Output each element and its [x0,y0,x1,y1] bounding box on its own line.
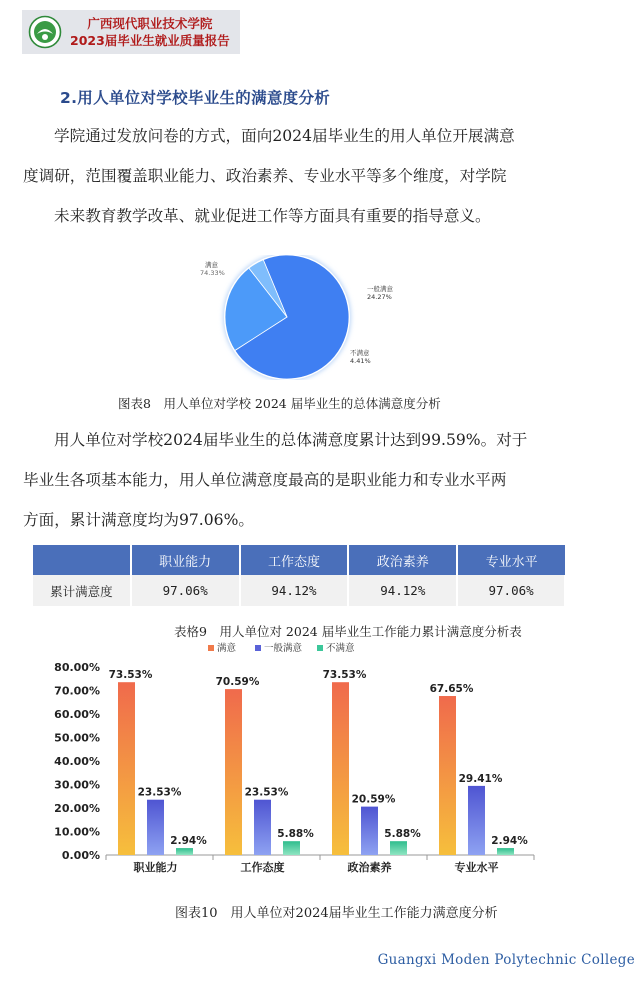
ability-satisfaction-bar-chart [40,640,560,880]
bar [283,841,300,855]
bar-data-label: 23.53% [244,786,289,799]
y-tick-label: 20.00% [54,802,100,815]
bar [118,682,135,855]
paragraph-line: 用人单位对学校2024届毕业生的总体满意度累计达到99.59%。对于 [54,431,528,449]
table9-caption: 表格9 用人单位对 2024 届毕业生工作能力累计满意度分析表 [174,624,522,639]
bar [176,848,193,855]
bar-data-label: 29.41% [458,772,503,785]
bar-data-label: 70.59% [215,676,260,689]
y-tick-label: 70.00% [54,684,100,698]
header-title [70,15,230,49]
footer-college-name: Guangxi Moden Polytechnic College [377,952,635,968]
overall-satisfaction-pie-chart [195,255,425,380]
y-tick-label: 60.00% [54,708,100,721]
table-cell: 94.12% [348,575,457,606]
table-header-row [33,545,565,575]
table-row-label: 累计满意度 [33,575,131,606]
table-header-cell [33,545,131,575]
intro-paragraph [23,116,623,236]
y-tick-label: 30.00% [54,778,100,792]
header-title-line2: 2023届毕业生就业质量报告 [70,33,230,48]
table-cell: 97.06% [131,575,240,606]
bar-data-label: 2.94% [170,835,207,848]
x-tick-label: 职业能力 [133,861,178,874]
bar [332,682,349,855]
bar [497,848,514,855]
pie-label-unsatisfied: 不满意 [350,349,370,357]
table-header-cell: 专业水平 [457,545,565,575]
bar [147,800,164,855]
paragraph-line: 方面，累计满意度均为97.06%。 [23,511,254,529]
legend-label: 不满意 [326,643,355,654]
bar-data-label: 73.53% [108,669,153,682]
table-header-cell: 政治素养 [348,545,457,575]
table-header-cell: 工作态度 [240,545,349,575]
table-row [33,575,565,606]
section-title: 2.用人单位对学校毕业生的满意度分析 [60,89,331,107]
y-tick-label: 0.00% [61,849,100,862]
x-tick-label: 专业水平 [454,861,499,874]
legend-swatch [255,645,261,651]
table-cell: 94.12% [240,575,349,606]
bar-data-label: 73.53% [322,669,367,682]
table-cell: 97.06% [457,575,565,606]
pie-chart-svg [195,255,425,380]
bar [390,841,407,855]
y-tick-label: 50.00% [54,731,100,745]
figure8-caption: 图表8 用人单位对学校 2024 届毕业生的总体满意度分析 [118,396,441,411]
paragraph-line: 毕业生各项基本能力，用人单位满意度最高的是职业能力和专业水平两 [23,471,507,489]
y-tick-label: 40.00% [54,755,100,768]
bar-data-label: 20.59% [351,793,396,806]
paragraph-line: 未来教育教学改革、就业促进工作等方面具有重要的指导意义。 [54,207,491,225]
pie-label-satisfied: 满意 [205,261,218,269]
paragraph-line: 学院通过发放问卷的方式，面向2024届毕业生的用人单位开展满意 [54,127,515,145]
bar [254,800,271,855]
y-tick-label: 80.00% [54,661,100,674]
bar [225,689,242,855]
header-title-line1: 广西现代职业技术学院 [87,16,213,31]
paragraph-line: 度调研，范围覆盖职业能力、政治素养、专业水平等多个维度，对学院 [23,167,507,185]
cumulative-satisfaction-table [33,545,566,606]
bar [468,786,485,855]
legend-label: 一般满意 [264,643,303,654]
bar-data-label: 5.88% [384,828,421,841]
pie-value-unsatisfied: 4.41% [350,357,371,365]
x-tick-label: 工作态度 [240,861,285,874]
pie-label-fairly-satisfied: 一般满意 [367,285,393,293]
bar [361,807,378,855]
legend-label: 满意 [217,643,237,654]
table-header-cell: 职业能力 [131,545,240,575]
pie-value-satisfied: 74.33% [200,269,225,277]
bar-data-label: 5.88% [277,828,314,841]
bar [439,696,456,855]
x-tick-label: 政治素养 [347,861,392,874]
y-tick-label: 10.00% [54,825,100,839]
report-header [22,10,240,54]
legend-swatch [208,645,214,651]
summary-paragraph [23,420,623,540]
bar-data-label: 2.94% [491,835,528,848]
figure10-caption: 图表10 用人单位对2024届毕业生工作能力满意度分析 [175,906,498,921]
pie-value-fairly-satisfied: 24.27% [367,293,392,301]
bar-data-label: 23.53% [137,786,182,799]
college-logo-icon [28,15,62,49]
bar-chart-svg [40,640,560,880]
bar-data-label: 67.65% [429,683,474,696]
legend-swatch [317,645,323,651]
